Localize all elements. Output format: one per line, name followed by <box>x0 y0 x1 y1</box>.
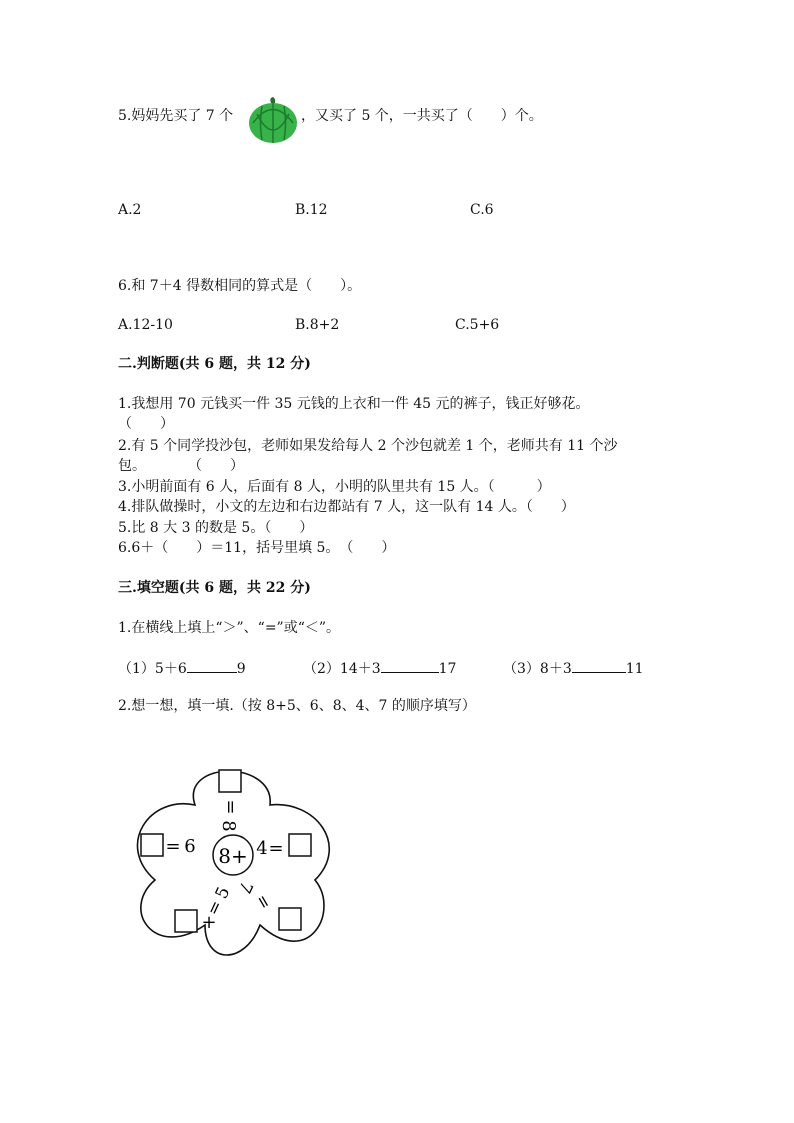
judge-line-4: 包。 （ ） <box>118 458 244 474</box>
judge-line-2: （ ） <box>118 416 174 432</box>
judge-line-3: 2.有 5 个同学投沙包，老师如果发给每人 2 个沙包就差 1 个，老师共有 11 个沙 <box>118 438 618 454</box>
q5-stem <box>118 106 233 126</box>
equals-sign-left: = <box>165 836 181 857</box>
top-number: 8 <box>218 820 239 832</box>
fill-q1-stem: 1.在横线上填上“＞”、“=”或“＜”。 <box>118 620 341 636</box>
judge-line-1: 1.我想用 70 元钱买一件 35 元钱的上衣和一件 45 元的裤子，钱正好够花。 <box>118 396 590 412</box>
fill-q1-item-1 <box>118 658 246 679</box>
q5-option-a: A.2 <box>118 202 142 218</box>
q6-option-c: C.5+6 <box>455 317 500 333</box>
fill-q1-item-2-right: 17 <box>438 661 457 677</box>
fill-q2-stem: 2.想一想，填一填.（按 8+5、6、8、4、7 的顺序填写） <box>118 698 476 714</box>
answer-blank[interactable] <box>572 658 626 673</box>
q5-option-b: B.12 <box>295 202 328 218</box>
answer-blank[interactable] <box>381 658 439 673</box>
left-number: 6 <box>184 836 196 857</box>
fill-q1-item-3-right: 11 <box>625 661 644 677</box>
plus-sign-bottom-left: + <box>201 912 217 933</box>
answer-box-right[interactable] <box>289 834 311 856</box>
equals-sign-right: = <box>268 838 284 859</box>
section3-title: 三.填空题(共 6 题，共 22 分) <box>118 580 311 596</box>
q5-stem-after-wrap <box>301 106 543 126</box>
judge-line-8: 6.6＋（ ）＝11，括号里填 5。 （ ） <box>118 540 396 556</box>
equals-sign-bottom-right: = <box>250 890 276 914</box>
fill-q1-item-1-left: （1）5＋6 <box>118 661 187 677</box>
q6-option-a: A.12-10 <box>118 317 173 333</box>
right-number: 4 <box>256 838 268 859</box>
fill-q1-item-2 <box>303 658 456 679</box>
section2-title: 二.判断题(共 6 题，共 12 分) <box>118 356 311 372</box>
q6-option-b: B.8+2 <box>295 317 340 333</box>
answer-box-bottom-left[interactable] <box>175 910 197 932</box>
judge-line-6: 4.排队做操时，小文的左边和右边都站有 7 人，这一队有 14 人。（ ） <box>118 499 575 515</box>
q5-option-c: C.6 <box>470 202 494 218</box>
answer-blank[interactable] <box>187 658 237 673</box>
judge-line-7: 5.比 8 大 3 的数是 5。（ ） <box>118 520 314 536</box>
q5-stem-after: ，又买了 5 个，一共买了（ ）个。 <box>301 108 543 124</box>
q5-stem-before: 5.妈妈先买了 7 个 <box>118 108 234 124</box>
judge-line-5: 3.小明前面有 6 人，后面有 8 人，小明的队里共有 15 人。（ ） <box>118 479 551 495</box>
center-expression: 8+ <box>218 844 248 868</box>
fill-q1-item-1-right: 9 <box>236 661 246 677</box>
answer-box-top[interactable] <box>219 770 241 792</box>
fill-q1-item-3-left: （3）8＋3 <box>503 661 572 677</box>
q6-stem: 6.和 7＋4 得数相同的算式是（ ）。 <box>118 278 362 294</box>
flower-diagram <box>125 760 340 960</box>
watermelon-icon <box>247 96 299 144</box>
fill-q1-item-3 <box>503 658 644 679</box>
bottom-left-number: 5 <box>211 883 235 903</box>
equals-sign-bottom-left: = <box>202 897 228 919</box>
equals-sign-top: = <box>220 799 241 815</box>
fill-q1-item-2-left: （2）14＋3 <box>303 661 381 677</box>
answer-box-left[interactable] <box>141 834 163 856</box>
bottom-right-number: 7 <box>233 877 257 897</box>
answer-box-bottom-right[interactable] <box>279 908 301 930</box>
